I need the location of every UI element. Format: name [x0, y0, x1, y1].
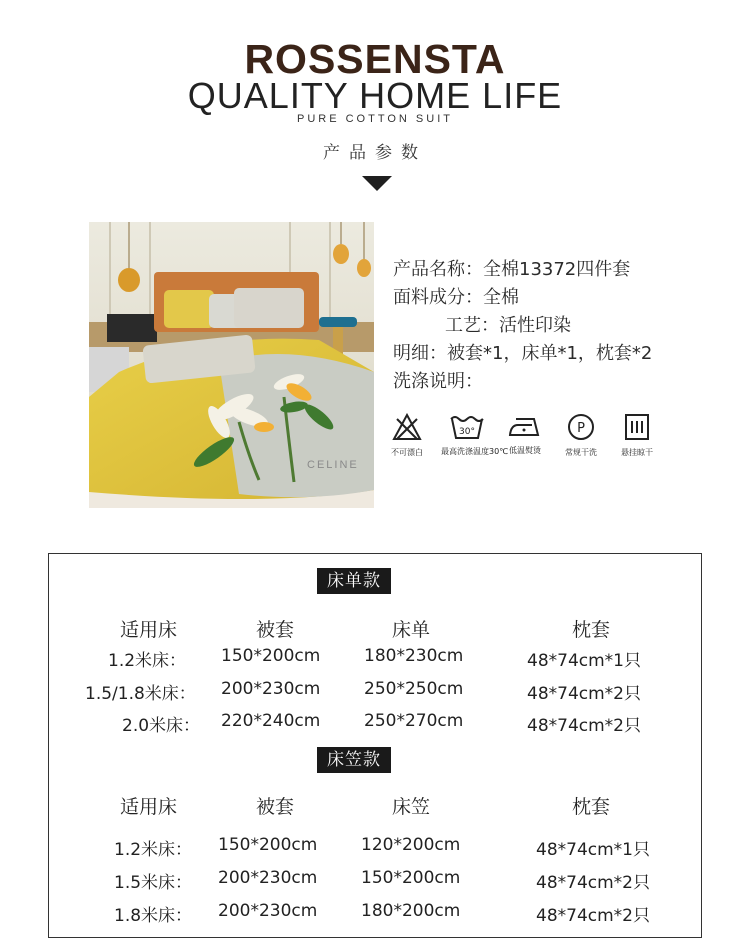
fitted-row-2-fitted: 150*200cm — [361, 868, 461, 888]
iron-low-icon — [508, 413, 542, 439]
sheet-row-3-sheet: 250*270cm — [364, 711, 464, 731]
sheet-header-duvet: 被套 — [256, 619, 295, 641]
fitted-row-1-pillow: 48*74cm*1只 — [536, 840, 650, 860]
fitted-header-bed: 适用床 — [120, 796, 178, 818]
subtitle: PURE COTTON SUIT — [297, 113, 453, 125]
fitted-row-3-duvet: 200*230cm — [218, 901, 318, 921]
care-iron-low: 低温熨烫 — [499, 413, 551, 456]
fabric-row: 面料成分：全棉 — [393, 287, 519, 308]
fitted-row-3-bed: 1.8米床： — [114, 906, 193, 926]
detail-row: 明细：被套*1，床单*1，枕套*2 — [393, 343, 653, 364]
sheet-style-tag: 床单款 — [317, 568, 391, 594]
sheet-row-2-bed: 1.5/1.8米床： — [85, 684, 196, 704]
care-hang-dry: 悬挂晾干 — [611, 413, 663, 458]
craft-row: 工艺：活性印染 — [445, 315, 571, 336]
fitted-header-pillow: 枕套 — [572, 796, 611, 818]
sheet-row-2-duvet: 200*230cm — [221, 679, 321, 699]
size-table-box — [48, 553, 702, 938]
sheet-header-sheet: 床单 — [392, 619, 431, 641]
sheet-header-pillow: 枕套 — [572, 619, 611, 641]
sheet-row-1-sheet: 180*230cm — [364, 646, 464, 666]
sheet-row-1-pillow: 48*74cm*1只 — [527, 651, 641, 671]
down-arrow-icon — [362, 176, 392, 191]
pillow-print-text: CELINE — [307, 459, 359, 471]
product-photo — [89, 222, 374, 508]
fitted-row-2-pillow: 48*74cm*2只 — [536, 873, 650, 893]
sheet-header-bed: 适用床 — [120, 619, 178, 641]
care-instructions — [387, 413, 677, 473]
sheet-row-2-sheet: 250*250cm — [364, 679, 464, 699]
fitted-style-tag: 床笠款 — [317, 747, 391, 773]
fitted-row-1-bed: 1.2米床： — [114, 840, 193, 860]
section-title: 产品参数 — [323, 143, 427, 163]
fitted-row-3-pillow: 48*74cm*2只 — [536, 906, 650, 926]
sheet-row-1-bed: 1.2米床： — [108, 651, 187, 671]
dry-clean-icon — [567, 413, 595, 441]
hang-dry-icon — [624, 413, 650, 441]
wash-30-label: 最高洗涤温度30℃ — [441, 447, 509, 456]
fitted-row-1-duvet: 150*200cm — [218, 835, 318, 855]
svg-text:30°: 30° — [459, 427, 475, 437]
product-name-row: 产品名称：全棉13372四件套 — [393, 259, 631, 280]
sheet-row-3-duvet: 220*240cm — [221, 711, 321, 731]
care-dry-clean: P 常规干洗 — [555, 413, 607, 458]
no-bleach-icon — [392, 413, 422, 441]
brand-logo: ROSSENSTA — [244, 36, 506, 82]
svg-text:P: P — [577, 421, 585, 436]
sheet-row-3-bed: 2.0米床： — [122, 716, 201, 736]
product-info — [393, 256, 652, 396]
fitted-row-2-duvet: 200*230cm — [218, 868, 318, 888]
fitted-header-fitted: 床笠 — [392, 796, 431, 818]
fitted-row-3-fitted: 180*200cm — [361, 901, 461, 921]
fitted-row-2-bed: 1.5米床： — [114, 873, 193, 893]
sheet-row-2-pillow: 48*74cm*2只 — [527, 684, 641, 704]
sheet-row-3-pillow: 48*74cm*2只 — [527, 716, 641, 736]
care-wash-30 — [441, 413, 509, 457]
fitted-header-duvet: 被套 — [256, 796, 295, 818]
wash-30-icon — [449, 413, 485, 441]
care-no-bleach: 不可漂白 — [381, 413, 433, 458]
sheet-row-1-duvet: 150*200cm — [221, 646, 321, 666]
wash-row: 洗涤说明： — [393, 371, 483, 392]
fitted-row-1-fitted: 120*200cm — [361, 835, 461, 855]
tagline: QUALITY HOME LIFE — [187, 75, 563, 116]
